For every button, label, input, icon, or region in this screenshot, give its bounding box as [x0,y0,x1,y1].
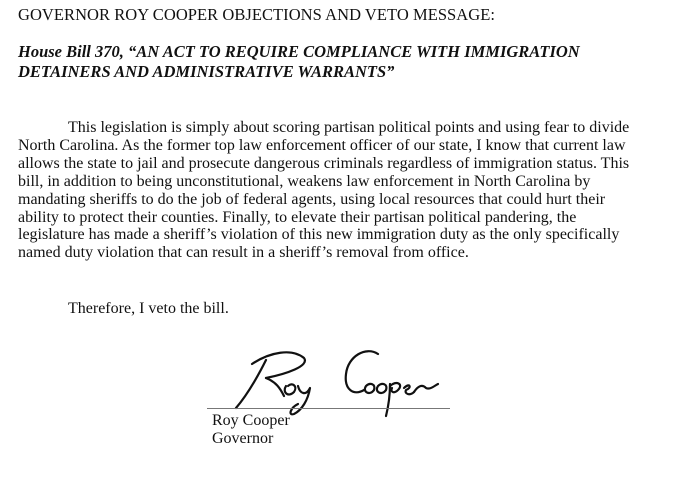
body-line: legislature has made a sheriff’s violation of this new immigration duty as the only specifically [18,226,620,244]
body-line: This legislation is simply about scoring partisan political points and using fear to divide [68,119,630,136]
veto-closing-statement: Therefore, I veto the bill. [68,300,229,317]
body-line: bill, in addition to being unconstitutional, weakens law enforcement in North Carolina by [18,172,591,190]
body-line: named duty violation that can result in a sheriff’s removal from office. [18,244,469,262]
veto-body-paragraph [18,119,663,262]
document-heading: GOVERNOR ROY COOPER OBJECTIONS AND VETO MESSAGE: [18,5,495,24]
bill-title-line: House Bill 370, “AN ACT TO REQUIRE COMPLIANCE WITH IMMIGRATION [18,42,580,61]
signature-line [207,408,450,409]
body-line: allows the state to jail and prosecute dangerous criminals regardless of immigration status. This [18,154,630,172]
bill-title [18,42,618,82]
body-line: North Carolina. As the former top law enforcement officer of our state, I know that current law [18,136,626,154]
body-line: mandating sheriffs to do the job of federal agents, using local resources that could hurt their [18,190,606,208]
signer-title: Governor [212,430,274,447]
signer-block [212,412,290,448]
signer-name: Roy Cooper [212,412,290,429]
body-line: ability to protect their counties. Finally, to elevate their partisan political pandering, the [18,208,577,226]
bill-title-line: DETAINERS AND ADMINISTRATIVE WARRANTS” [18,62,395,81]
handwritten-signature [200,338,460,418]
